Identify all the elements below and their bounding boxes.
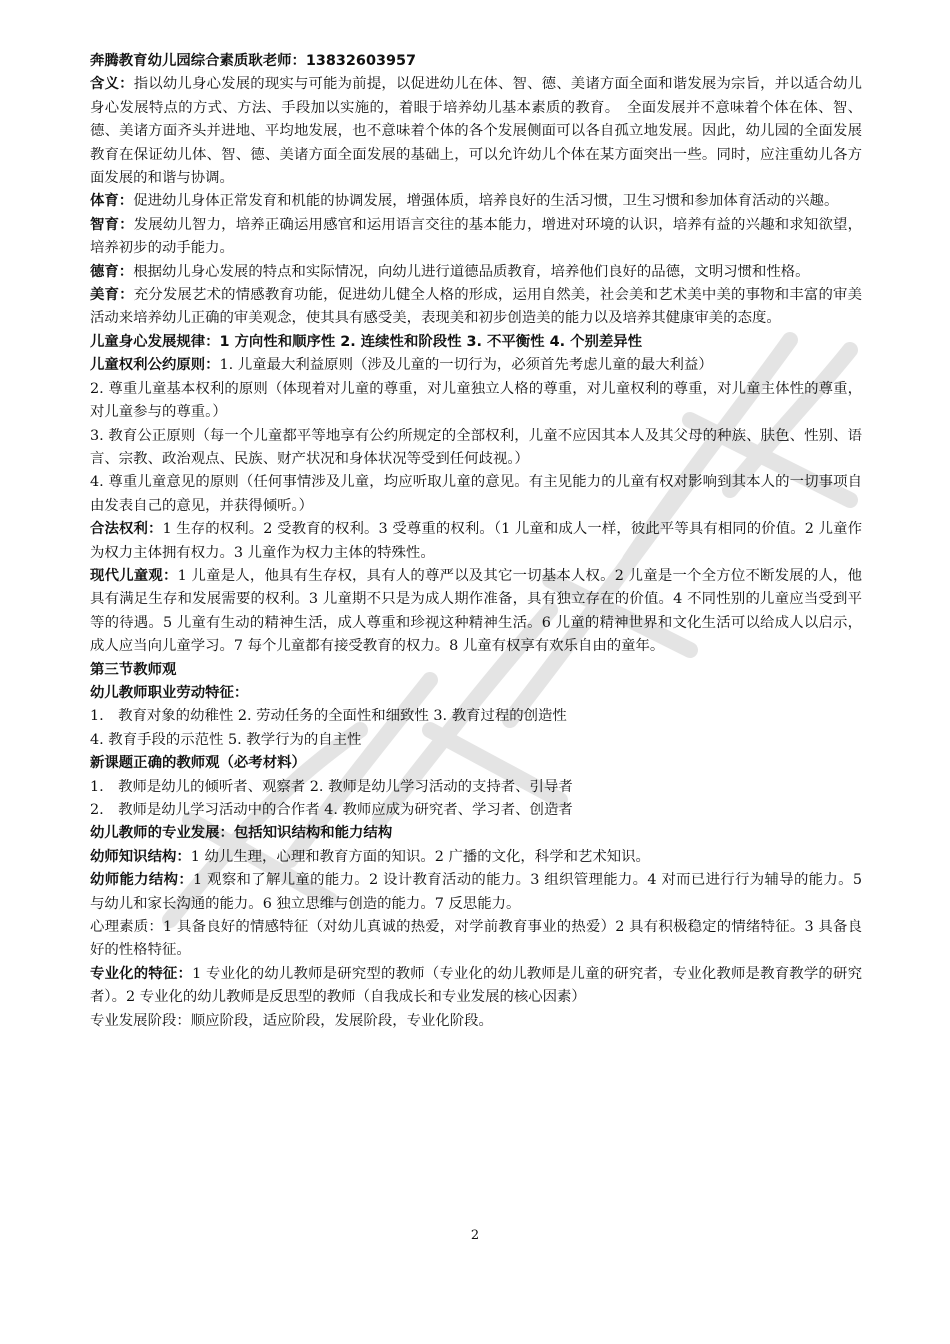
paragraph-text: 1 儿童是人，他具有生存权，具有人的尊严以及其它一切基本人权。2 儿童是一个全方位不断发展的人，他具有满足生存和发展需要的权利。3 儿童期不只是为成人期作准备，具有独立存在的价值。4 不同性别的儿童应当受到平等的待遇。5 儿童有生动的精神生活，成人尊重和珍视这种精神生活。6 儿童的精神世界和文化生活可以给成人以启示，成人应当向儿童学习。7 每个儿童都有接受教育的权力。8 儿童有权享有欢乐自由的童年。 — [90, 567, 862, 655]
paragraph — [90, 799, 862, 822]
paragraph — [90, 705, 862, 728]
paragraph-heading: 儿童身心发展规律：1 方向性和顺序性 2. 连续性和阶段性 3. 不平衡性 4. 个别差异性 — [90, 333, 643, 350]
paragraph-heading: 体育： — [90, 193, 134, 210]
paragraph-heading: 专业化的特征： — [90, 965, 193, 982]
paragraph — [90, 963, 862, 1010]
paragraph — [90, 729, 862, 752]
paragraph-text: 发展幼儿智力，培养正确运用感官和运用语言交往的基本能力，增进对环境的认识，培养有益的兴趣和求知欲望，培养初步的动手能力。 — [90, 216, 862, 257]
paragraph — [90, 822, 862, 845]
paragraph-heading: 幼师能力结构： — [90, 872, 194, 889]
paragraph — [90, 284, 862, 331]
paragraph — [90, 682, 862, 705]
paragraph-heading: 德育： — [90, 263, 134, 280]
paragraph-text: 1. 儿童最大利益原则（涉及儿童的一切行为，必须首先考虑儿童的最大利益） — [219, 357, 713, 374]
paragraph-text: 促进幼儿身体正常发育和机能的协调发展，增强体质，培养良好的生活习惯，卫生习惯和参加体育活动的兴趣。 — [133, 193, 839, 210]
paragraph-heading: 幼儿教师的专业发展：包括知识结构和能力结构 — [90, 825, 393, 842]
paragraph-text: 1. 教师是幼儿的倾听者、观察者 2. 教师是幼儿学习活动的支持者、引导者 — [90, 778, 573, 795]
paragraph — [90, 425, 862, 472]
paragraph-text: 3. 教育公正原则（每一个儿童都平等地享有公约所规定的全部权利，儿童不应因其本人及其父母的种族、肤色、性别、语言、宗教、政治观点、民族、财产状况和身体状况等受到任何歧视。） — [90, 427, 862, 467]
paragraph — [90, 471, 862, 518]
paragraph-text: 1 生存的权利。2 受教育的权利。3 受尊重的权利。（1 儿童和成人一样，彼此平等具有相同的价值。2 儿童作为权力主体拥有权力。3 儿童作为权力主体的特殊性。 — [90, 521, 862, 561]
paragraph-text: 充分发展艺术的情感教育功能，促进幼儿健全人格的形成，运用自然美，社会美和艺术美中美的事物和丰富的审美活动来培养幼儿正确的审美观念，使其具有感受美，表现美和初步创造美的能力以及培养其健康审美的态度。 — [90, 287, 862, 327]
paragraph — [90, 190, 862, 213]
paragraph-text: 1 观察和了解儿童的能力。2 设计教育活动的能力。3 组织管理能力。4 对而已进行行为辅导的能力。5 与幼儿和家长沟通的能力。6 独立思维与创造的能力。7 反思能力。 — [90, 872, 862, 912]
paragraph-heading: 智育： — [90, 216, 134, 233]
paragraph-heading: 合法权利： — [90, 521, 163, 538]
document-body — [90, 73, 862, 1033]
paragraph — [90, 518, 862, 565]
paragraph-text: 4. 教育手段的示范性 5. 教学行为的自主性 — [90, 731, 362, 748]
paragraph-heading: 儿童权利公约原则： — [90, 357, 220, 374]
paragraph — [90, 565, 862, 659]
paragraph — [90, 331, 862, 354]
page-number: 2 — [470, 1228, 480, 1243]
paragraph — [90, 1010, 862, 1033]
paragraph-text: 1 专业化的幼儿教师是研究型的教师（专业化的幼儿教师是儿童的研究者，专业化教师是教育教学的研究者）。2 专业化的幼儿教师是反思型的教师（自我成长和专业发展的核心因素） — [90, 965, 862, 1006]
paragraph — [90, 214, 862, 261]
paragraph-text: 1 幼儿生理，心理和教育方面的知识。2 广播的文化，科学和艺术知识。 — [190, 848, 650, 865]
paragraph — [90, 916, 862, 963]
paragraph-text: 心理素质：1 具备良好的情感特征（对幼儿真诚的热爱，对学前教育事业的热爱）2 具有积极稳定的情绪特征。3 具备良好的性格特征。 — [90, 919, 862, 959]
paragraph-text: 2. 教师是幼儿学习活动中的合作者 4. 教师应成为研究者、学习者、创造者 — [90, 802, 573, 818]
paragraph — [90, 73, 862, 190]
paragraph — [90, 869, 862, 916]
paragraph-heading: 幼儿教师职业劳动特征： — [90, 684, 249, 701]
paragraph-text: 根据幼儿身心发展的特点和实际情况，向幼儿进行道德品质教育，培养他们良好的品德，文明习惯和性格。 — [133, 263, 810, 280]
paragraph-text: 指以幼儿身心发展的现实与可能为前提，以促进幼儿在体、智、德、美诸方面全面和谐发展为宗旨，并以适合幼儿身心发展特点的方式、方法、手段加以实施的，着眼于培养幼儿基本素质的教育。 全面发展并不意味着个体在体、智、德、美诸方面齐头并进地、平均地发展，也不意味着个体的各个发展侧面可以各自孤立地发展。因此，幼儿园的全面发展教育在保证幼儿体、智、德、美诸方面全面发展的基础上，可以允许幼儿个体在某方面突出一些。同时，应注重幼儿各方面发展的和谐与协调。 — [90, 76, 862, 187]
paragraph — [90, 354, 862, 377]
document-page — [90, 50, 862, 1033]
paragraph-text: 2. 尊重儿童基本权利的原则（体现着对儿童的尊重，对儿童独立人格的尊重，对儿童权利的尊重，对儿童主体性的尊重，对儿童参与的尊重。） — [90, 380, 862, 421]
paragraph-text: 专业发展阶段：顺应阶段，适应阶段，发展阶段，专业化阶段。 — [90, 1012, 493, 1029]
paragraph-heading: 新课题正确的教师观（必考材料） — [90, 755, 306, 772]
paragraph — [90, 752, 862, 775]
paragraph-heading: 第三节教师观 — [90, 661, 177, 678]
paragraph-heading: 幼师知识结构： — [90, 848, 191, 865]
paragraph-heading: 现代儿童观： — [90, 567, 178, 584]
paragraph-text: 4. 尊重儿童意见的原则（任何事情涉及儿童，均应听取儿童的意见。有主见能力的儿童有权对影响到其本人的一切事项自由发表自己的意见，并获得倾听。） — [90, 474, 862, 514]
paragraph — [90, 261, 862, 284]
paragraph — [90, 846, 862, 869]
paragraph-text: 1. 教育对象的幼稚性 2. 劳动任务的全面性和细致性 3. 教育过程的创造性 — [90, 708, 567, 725]
paragraph — [90, 776, 862, 799]
paragraph-heading: 美育： — [90, 287, 134, 304]
paragraph — [90, 659, 862, 682]
page-header: 奔腾教育幼儿园综合素质耿老师：13832603957 — [90, 53, 417, 69]
paragraph-heading: 含义： — [90, 76, 134, 93]
paragraph — [90, 378, 862, 425]
